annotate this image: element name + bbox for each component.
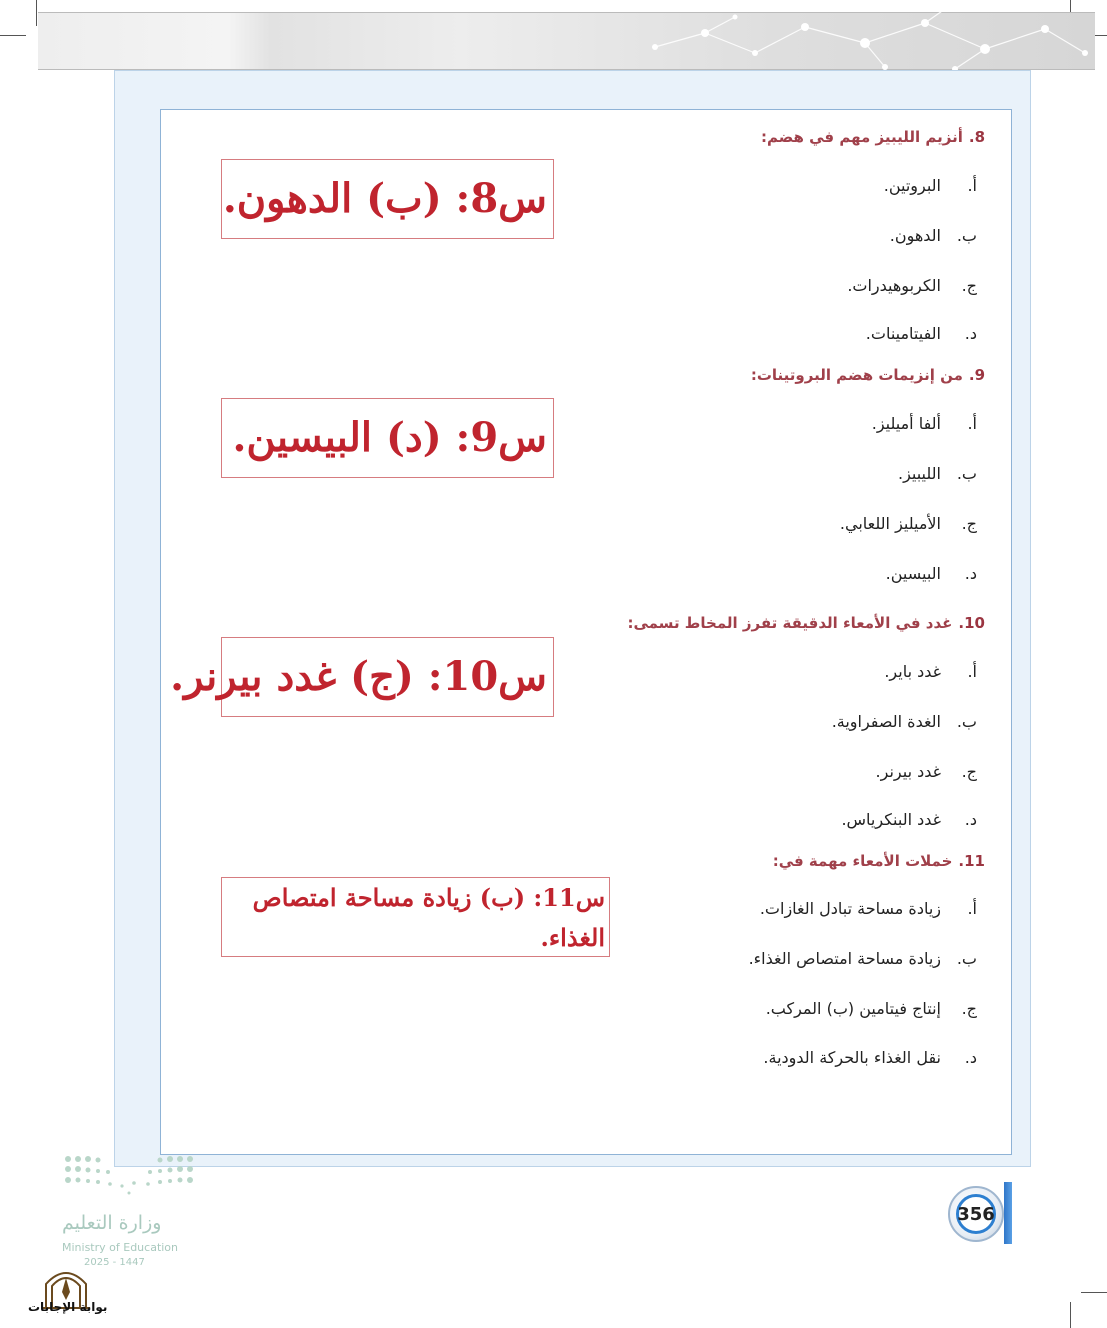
option-11c bbox=[766, 999, 977, 1018]
question-10 bbox=[627, 614, 985, 632]
option-11d bbox=[763, 1048, 977, 1067]
option-letter: أ. bbox=[967, 414, 977, 433]
option-8d bbox=[866, 324, 977, 343]
option-8a bbox=[884, 176, 977, 195]
question-number: 8. bbox=[968, 128, 985, 146]
question-11 bbox=[773, 852, 985, 870]
crop-mark bbox=[1081, 1292, 1107, 1293]
molecule-network-icon bbox=[625, 13, 1095, 71]
option-9c bbox=[840, 514, 977, 533]
answers-gate-label: بوابة الإجابات bbox=[28, 1300, 108, 1314]
option-10c bbox=[876, 762, 977, 781]
option-text: غدد بيرنر. bbox=[875, 762, 941, 781]
option-letter: ج. bbox=[961, 276, 977, 295]
option-letter: د. bbox=[964, 564, 977, 583]
answer-box-10: س10: (ج) غدد بيرنر. bbox=[221, 637, 554, 717]
page-number: 356 bbox=[956, 1194, 996, 1234]
option-10d bbox=[841, 810, 977, 829]
option-text: غدد باير. bbox=[884, 662, 941, 681]
option-text: زيادة مساحة امتصاص الغذاء. bbox=[748, 949, 941, 968]
option-letter: ج. bbox=[961, 762, 977, 781]
option-letter: ج. bbox=[961, 999, 977, 1018]
option-text: الليبيز. bbox=[897, 464, 941, 483]
option-letter: ب. bbox=[956, 226, 977, 245]
question-9 bbox=[751, 366, 985, 384]
option-text: ألفا أميليز. bbox=[871, 414, 941, 433]
question-8 bbox=[761, 128, 985, 146]
option-9a bbox=[872, 414, 977, 433]
answer-box-8: س8: (ب) الدهون. bbox=[221, 159, 554, 239]
option-8c bbox=[847, 276, 977, 295]
option-text: الغدة الصفراوية. bbox=[831, 712, 941, 731]
option-text: نقل الغذاء بالحركة الدودية. bbox=[763, 1048, 941, 1067]
option-text: إنتاج فيتامين (ب) المركب. bbox=[765, 999, 941, 1018]
question-text: أنزيم الليبيز مهم في هضم: bbox=[760, 128, 963, 146]
option-10b bbox=[832, 712, 977, 731]
crop-mark bbox=[36, 0, 37, 26]
answer-box-9: س9: (د) البيسين. bbox=[221, 398, 554, 478]
option-9d bbox=[886, 564, 977, 583]
question-text: من إنزيمات هضم البروتينات: bbox=[750, 366, 963, 384]
option-letter: د. bbox=[964, 1048, 977, 1067]
page-number-tab bbox=[1004, 1182, 1012, 1244]
option-11a bbox=[760, 899, 977, 918]
option-letter: ب. bbox=[956, 949, 977, 968]
question-number: 10. bbox=[958, 614, 985, 632]
question-text: خملات الأمعاء مهمة في: bbox=[772, 852, 953, 870]
option-10a bbox=[884, 662, 977, 681]
crop-mark bbox=[1070, 1302, 1071, 1328]
ministry-name-arabic: وزارة التعليم bbox=[62, 1212, 162, 1234]
option-text: الكربوهيدرات. bbox=[847, 276, 941, 295]
option-text: زيادة مساحة تبادل الغازات. bbox=[759, 899, 941, 918]
option-text: الفيتامينات. bbox=[865, 324, 941, 343]
option-letter: أ. bbox=[967, 662, 977, 681]
option-letter: أ. bbox=[967, 176, 977, 195]
answer-box-11: س11: (ب) زيادة مساحة امتصاص الغذاء. bbox=[221, 877, 610, 957]
ministry-name-english: Ministry of Education bbox=[62, 1241, 179, 1254]
option-text: غدد البنكرياس. bbox=[841, 810, 941, 829]
option-11b bbox=[749, 949, 977, 968]
option-letter: د. bbox=[964, 810, 977, 829]
option-text: البروتين. bbox=[883, 176, 941, 195]
question-number: 11. bbox=[958, 852, 985, 870]
option-text: البيسين. bbox=[885, 564, 941, 583]
option-letter: أ. bbox=[967, 899, 977, 918]
option-letter: ب. bbox=[956, 712, 977, 731]
question-text: غدد في الأمعاء الدقيقة تفرز المخاط تسمى: bbox=[627, 614, 953, 632]
ministry-logo-icon bbox=[60, 1153, 200, 1203]
ministry-year: 2025 - 1447 bbox=[84, 1257, 145, 1268]
option-letter: ج. bbox=[961, 514, 977, 533]
option-text: الأميليز اللعابي. bbox=[839, 514, 941, 533]
crop-mark bbox=[0, 35, 26, 36]
option-letter: د. bbox=[964, 324, 977, 343]
option-8b bbox=[890, 226, 977, 245]
option-9b bbox=[898, 464, 977, 483]
question-number: 9. bbox=[968, 366, 985, 384]
option-text: الدهون. bbox=[889, 226, 941, 245]
header-band bbox=[38, 12, 1095, 70]
option-letter: ب. bbox=[956, 464, 977, 483]
page-number-badge bbox=[944, 1182, 1014, 1244]
